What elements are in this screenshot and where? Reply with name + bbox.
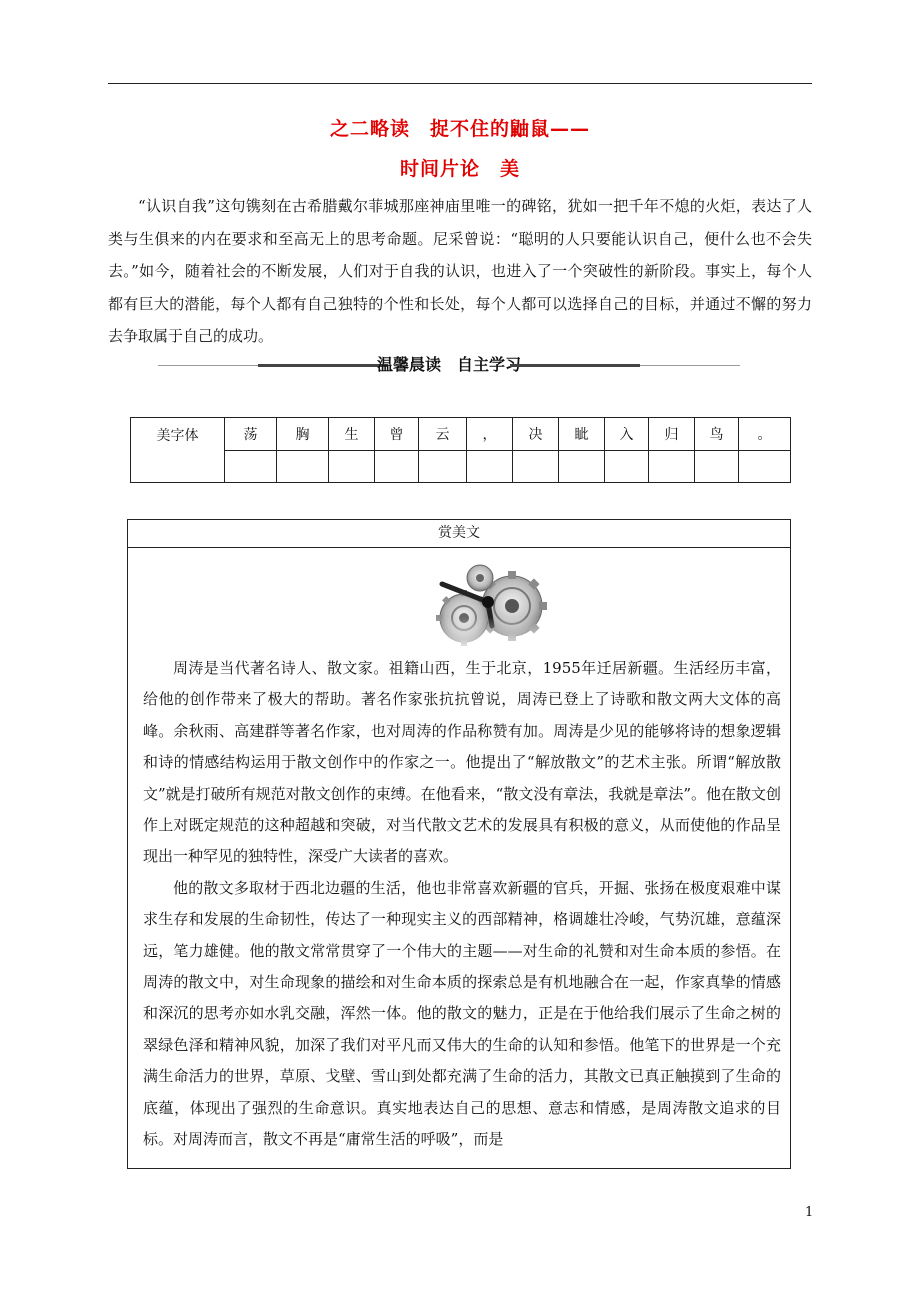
calligraphy-table: [130, 417, 791, 483]
practice-cell: [739, 451, 791, 483]
char-cell: ，: [467, 418, 513, 451]
article-subtitle: 时间片论 美: [399, 158, 520, 180]
practice-cell: [277, 451, 329, 483]
table-header-cell: 美字体: [131, 418, 225, 483]
article-body: [143, 653, 781, 1156]
char-cell: 决: [513, 418, 559, 451]
table-row: [131, 418, 791, 451]
practice-cell: [375, 451, 419, 483]
practice-cell: [513, 451, 559, 483]
practice-cell: [467, 451, 513, 483]
char-cell: 生: [329, 418, 375, 451]
char-cell: 。: [739, 418, 791, 451]
char-cell: 云: [419, 418, 467, 451]
gears-icon: [424, 562, 552, 652]
intro-section: [108, 190, 812, 353]
practice-cell: [605, 451, 649, 483]
divider-line-right: [510, 365, 740, 366]
char-cell: 眦: [559, 418, 605, 451]
practice-cell: [419, 451, 467, 483]
section-divider: [158, 352, 740, 380]
intro-paragraph: “认识自我”这句镌刻在古希腊戴尔菲城那座神庙里唯一的碑铭，犹如一把千年不熄的火炬，表达了人类与生俱来的内在要求和至高无上的思考命题。尼采曾说：“聪明的人只要能认识自己，便什么也不会失去。”如今，随着社会的不断发展，人们对于自我的认识，也进入了一个突破性的新阶段。事实上，每个人都有巨大的潜能，每个人都有自己独特的个性和长处，每个人都可以选择自己的目标，并通过不懈的努力去争取属于自己的成功。: [108, 197, 812, 346]
char-cell: 荡: [225, 418, 277, 451]
practice-cell: [225, 451, 277, 483]
char-cell: 归: [649, 418, 695, 451]
article-title: 之二略读 捉不住的鼬鼠——: [329, 118, 590, 140]
practice-cell: [559, 451, 605, 483]
page-number: 1: [805, 1205, 814, 1220]
practice-cell: [329, 451, 375, 483]
header-rule: [108, 83, 812, 84]
gears-clock-image: [424, 562, 552, 652]
body-paragraph: 周涛是当代著名诗人、散文家。祖籍山西，生于北京，1955年迁居新疆。生活经历丰富，给他的创作带来了极大的帮助。著名作家张抗抗曾说，周涛已登上了诗歌和散文两大文体的高峰。余秋雨、高建群等著名作家，也对周涛的作品称赞有加。周涛是少见的能够将诗的想象逻辑和诗的情感结构运用于散文创作中的作家之一。他提出了“解放散文”的艺术主张。所谓“解放散文”就是打破所有规范对散文创作的束缚。在他看来，“散文没有章法，我就是章法”。他在散文创作上对既定规范的这种超越和突破，对当代散文艺术的发展具有积极的意义，从而使他的作品呈现出一种罕见的独特性，深受广大读者的喜欢。: [143, 659, 782, 866]
box-title: 赏美文: [128, 520, 790, 548]
section-heading: 温馨晨读 自主学习: [376, 355, 521, 374]
char-cell: 入: [605, 418, 649, 451]
char-cell: 胸: [277, 418, 329, 451]
practice-cell: [649, 451, 695, 483]
appreciation-box: [127, 519, 791, 1169]
table-row: [131, 451, 791, 483]
practice-cell: [695, 451, 739, 483]
char-cell: 鸟: [695, 418, 739, 451]
body-paragraph: 他的散文多取材于西北边疆的生活，他也非常喜欢新疆的官兵，开掘、张扬在极度艰难中谋求生存和发展的生命韧性，传达了一种现实主义的西部精神，格调雄壮冷峻，气势沉雄，意蕴深远，笔力雄健。他的散文常常贯穿了一个伟大的主题——对生命的礼赞和对生命本质的参悟。在周涛的散文中，对生命现象的描绘和对生命本质的探索总是有机地融合在一起，作家真挚的情感和深沉的思考亦如水乳交融，浑然一体。他的散文的魅力，正是在于他给我们展示了生命之树的翠绿色泽和精神风貌，加深了我们对平凡而又伟大的生命的认知和参悟。他笔下的世界是一个充满生命活力的世界，草原、戈壁、雪山到处都充满了生命的活力，其散文已真正触摸到了生命的底蕴，体现出了强烈的生命意识。真实地表达自己的思想、意志和情感，是周涛散文追求的目标。对周涛而言，散文不再是“庸常生活的呼吸”，而是: [143, 878, 781, 1149]
char-cell: 曾: [375, 418, 419, 451]
